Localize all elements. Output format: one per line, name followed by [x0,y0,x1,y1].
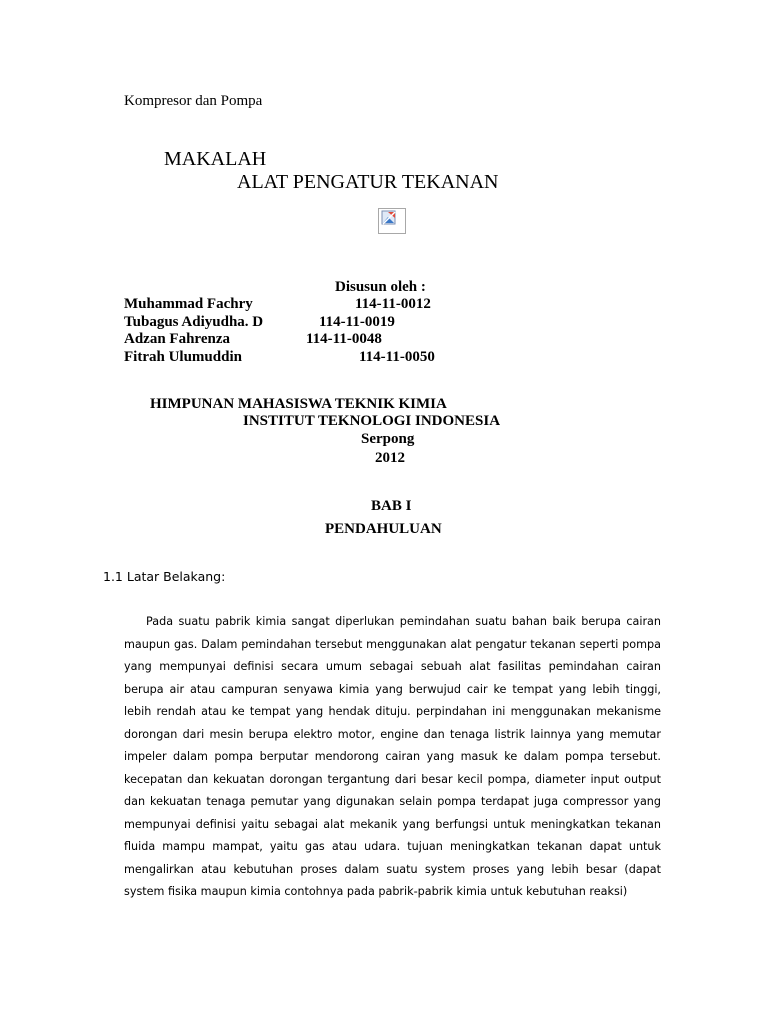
author-id: 114-11-0048 [306,331,382,347]
author-id: 114-11-0012 [355,296,431,312]
broken-image-icon [378,208,406,234]
course-name: Kompresor dan Pompa [124,93,263,109]
organization-name: HIMPUNAN MAHASISWA TEKNIK KIMIA [150,396,447,412]
chapter-title: PENDAHULUAN [325,521,442,537]
year: 2012 [375,450,405,466]
city-name: Serpong [361,431,415,447]
body-paragraph: Pada suatu pabrik kimia sangat diperlukan pemindahan suatu bahan baik berupa cairan maupun gas. Dalam pemindahan tersebut menggunakan alat pengatur tekanan seperti pompa yang mempunyai definisi secara umum sebagai sebuah alat fasilitas pemindahan cairan berupa air atau campuran senyawa kimia yang berwujud cair ke tempat yang lebih tinggi, lebih rendah atau ke tempat yang hendak dituju. perpindahan ini menggunakan mekanisme dorongan dari mesin berupa elektro motor, engine dan tenaga listrik lainnya yang memutar impeler dalam pompa berputar mendorong cairan yang masuk ke dalam pompa tersebut. kecepatan dan kekuatan dorongan tergantung dari besar kecil pompa, diameter input output dan kekuatan tenaga pemutar yang digunakan selain pompa terdapat juga compressor yang mempunyai definisi yaitu sebagai alat mekanik yang berfungsi untuk meningkatkan tekanan fluida mampu mampat, yaitu gas atau udara. tujuan meningkatkan tekanan dapat untuk mengalirkan atau kebutuhan proses dalam suatu system proses yang lebih besar (dapat system fisika maupun kimia contohnya pada pabrik-pabrik kimia untuk kebutuhan reaksi) [124,615,661,898]
chapter-number: BAB I [371,498,412,514]
author-name: Adzan Fahrenza [124,331,230,347]
compiled-by-label: Disusun oleh : [335,279,426,295]
author-name: Fitrah Ulumuddin [124,349,242,365]
institution-name: INSTITUT TEKNOLOGI INDONESIA [243,413,501,429]
author-name: Muhammad Fachry [124,296,253,312]
author-id: 114-11-0019 [319,314,395,330]
section-heading: 1.1 Latar Belakang: [103,569,226,584]
document-title: MAKALAH [164,148,267,170]
author-name: Tubagus Adiyudha. D [124,314,264,330]
author-id: 114-11-0050 [359,349,435,365]
document-subtitle: ALAT PENGATUR TEKANAN [237,171,499,193]
